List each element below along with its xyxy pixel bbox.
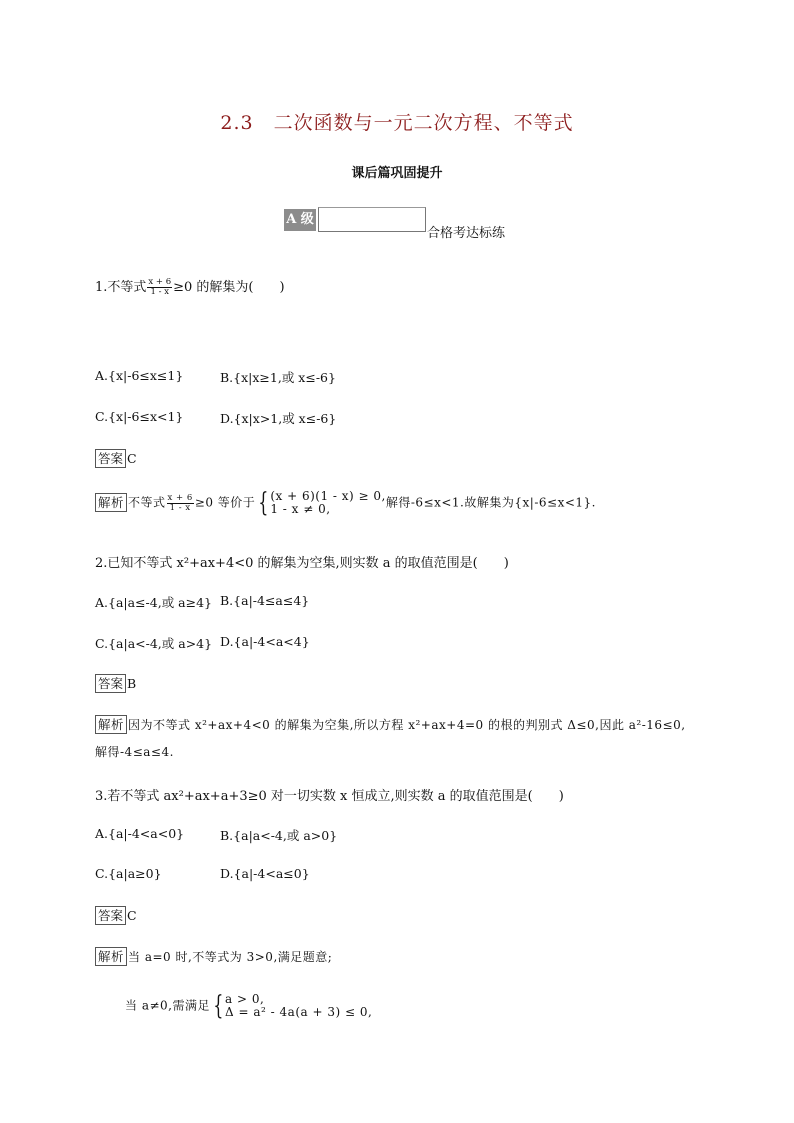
q1-option-c: C.{x|-6≤x<1} <box>95 409 184 424</box>
q3-option-c: C.{a|a≥0} <box>95 866 162 881</box>
question-1-stem <box>95 276 285 297</box>
q2-analysis-text-1: 因为不等式 x²+ax+4<0 的解集为空集,所以方程 x²+ax+4=0 的根的判别式 Δ≤0,因此 a²-16≤0, <box>128 718 686 732</box>
q1-analysis-mid: ≥0 等价于 <box>194 495 256 510</box>
q1-analysis-frac-num: x + 6 <box>167 492 193 503</box>
q1-frac-num: x + 6 <box>148 277 172 287</box>
q3-analysis-text-1: 当 a=0 时,不等式为 3>0,满足题意; <box>128 950 333 964</box>
q2-option-c: C.{a|a<-4,或 a>4} <box>95 636 213 651</box>
q1-analysis-post: 解得-6≤x<1.故解集为{x|-6≤x<1}. <box>385 495 596 510</box>
q1-system-line-2: 1 - x ≠ 0, <box>270 502 331 516</box>
q3-option-d: D.{a|-4<a≤0} <box>220 866 310 881</box>
analysis-tag: 解析 <box>95 493 127 512</box>
q1-system-line-1: (x + 6)(1 - x) ≥ 0, <box>270 489 386 503</box>
q1-answer-value: C <box>127 451 137 466</box>
q2-answer <box>95 674 136 693</box>
page-subtitle: 课后篇巩固提升 <box>351 166 443 181</box>
question-2-stem: 2.已知不等式 x²+ax+4<0 的解集为空集,则实数 a 的取值范围是( ) <box>95 556 509 571</box>
q1-analysis <box>95 490 596 516</box>
q2-option-a: A.{a|a≤-4,或 a≥4} <box>95 595 212 610</box>
q3-answer <box>95 906 137 925</box>
brace-icon: { <box>213 991 224 1021</box>
q2-analysis-line-1 <box>95 715 686 734</box>
q2-analysis-line-2: 解得-4≤a≤4. <box>95 745 174 759</box>
q1-fraction <box>147 278 172 297</box>
q1-answer <box>95 449 137 468</box>
q3-system-line-1: a > 0, <box>225 992 265 1006</box>
q2-option-b: B.{a|-4≤a≤4} <box>220 593 310 608</box>
q2-answer-value: B <box>127 676 137 691</box>
q1-option-b: B.{x|x≥1,或 x≤-6} <box>220 370 336 385</box>
q3-analysis-line-2 <box>125 993 372 1019</box>
analysis-tag: 解析 <box>95 715 127 734</box>
q3-system <box>225 993 372 1019</box>
q2-option-d: D.{a|-4<a<4} <box>220 634 310 649</box>
q1-analysis-pre: 不等式 <box>128 495 166 510</box>
answer-tag: 答案 <box>95 674 126 693</box>
q3-option-a: A.{a|-4<a<0} <box>95 826 185 841</box>
level-badge: A 级 <box>284 209 316 231</box>
q3-analysis-line-1 <box>95 947 332 966</box>
page-title: 2.3 二次函数与一元二次方程、不等式 <box>220 112 574 134</box>
answer-tag: 答案 <box>95 449 126 468</box>
analysis-tag: 解析 <box>95 947 127 966</box>
q1-option-a: A.{x|-6≤x≤1} <box>95 368 184 383</box>
q1-option-d: D.{x|x>1,或 x≤-6} <box>220 411 337 426</box>
brace-icon: { <box>258 488 269 518</box>
q3-system-line-2: Δ = a² - 4a(a + 3) ≤ 0, <box>225 1005 373 1019</box>
level-box <box>318 207 426 232</box>
q3-option-b: B.{a|a<-4,或 a>0} <box>220 828 338 843</box>
q1-suffix: ≥0 的解集为( ) <box>173 280 285 295</box>
q1-analysis-frac-den: 1 - x <box>169 502 191 513</box>
q1-frac-den: 1 - x <box>150 287 170 297</box>
q3-analysis-pre: 当 a≠0,需满足 <box>125 998 210 1013</box>
answer-tag: 答案 <box>95 906 126 925</box>
q1-analysis-fraction <box>167 494 194 513</box>
q1-prefix: 1.不等式 <box>95 280 147 295</box>
question-3-stem: 3.若不等式 ax²+ax+a+3≥0 对一切实数 x 恒成立,则实数 a 的取值范围是( ) <box>95 789 564 804</box>
q1-system <box>270 490 386 516</box>
q3-answer-value: C <box>127 908 137 923</box>
level-label: 合格考达标练 <box>427 226 506 241</box>
